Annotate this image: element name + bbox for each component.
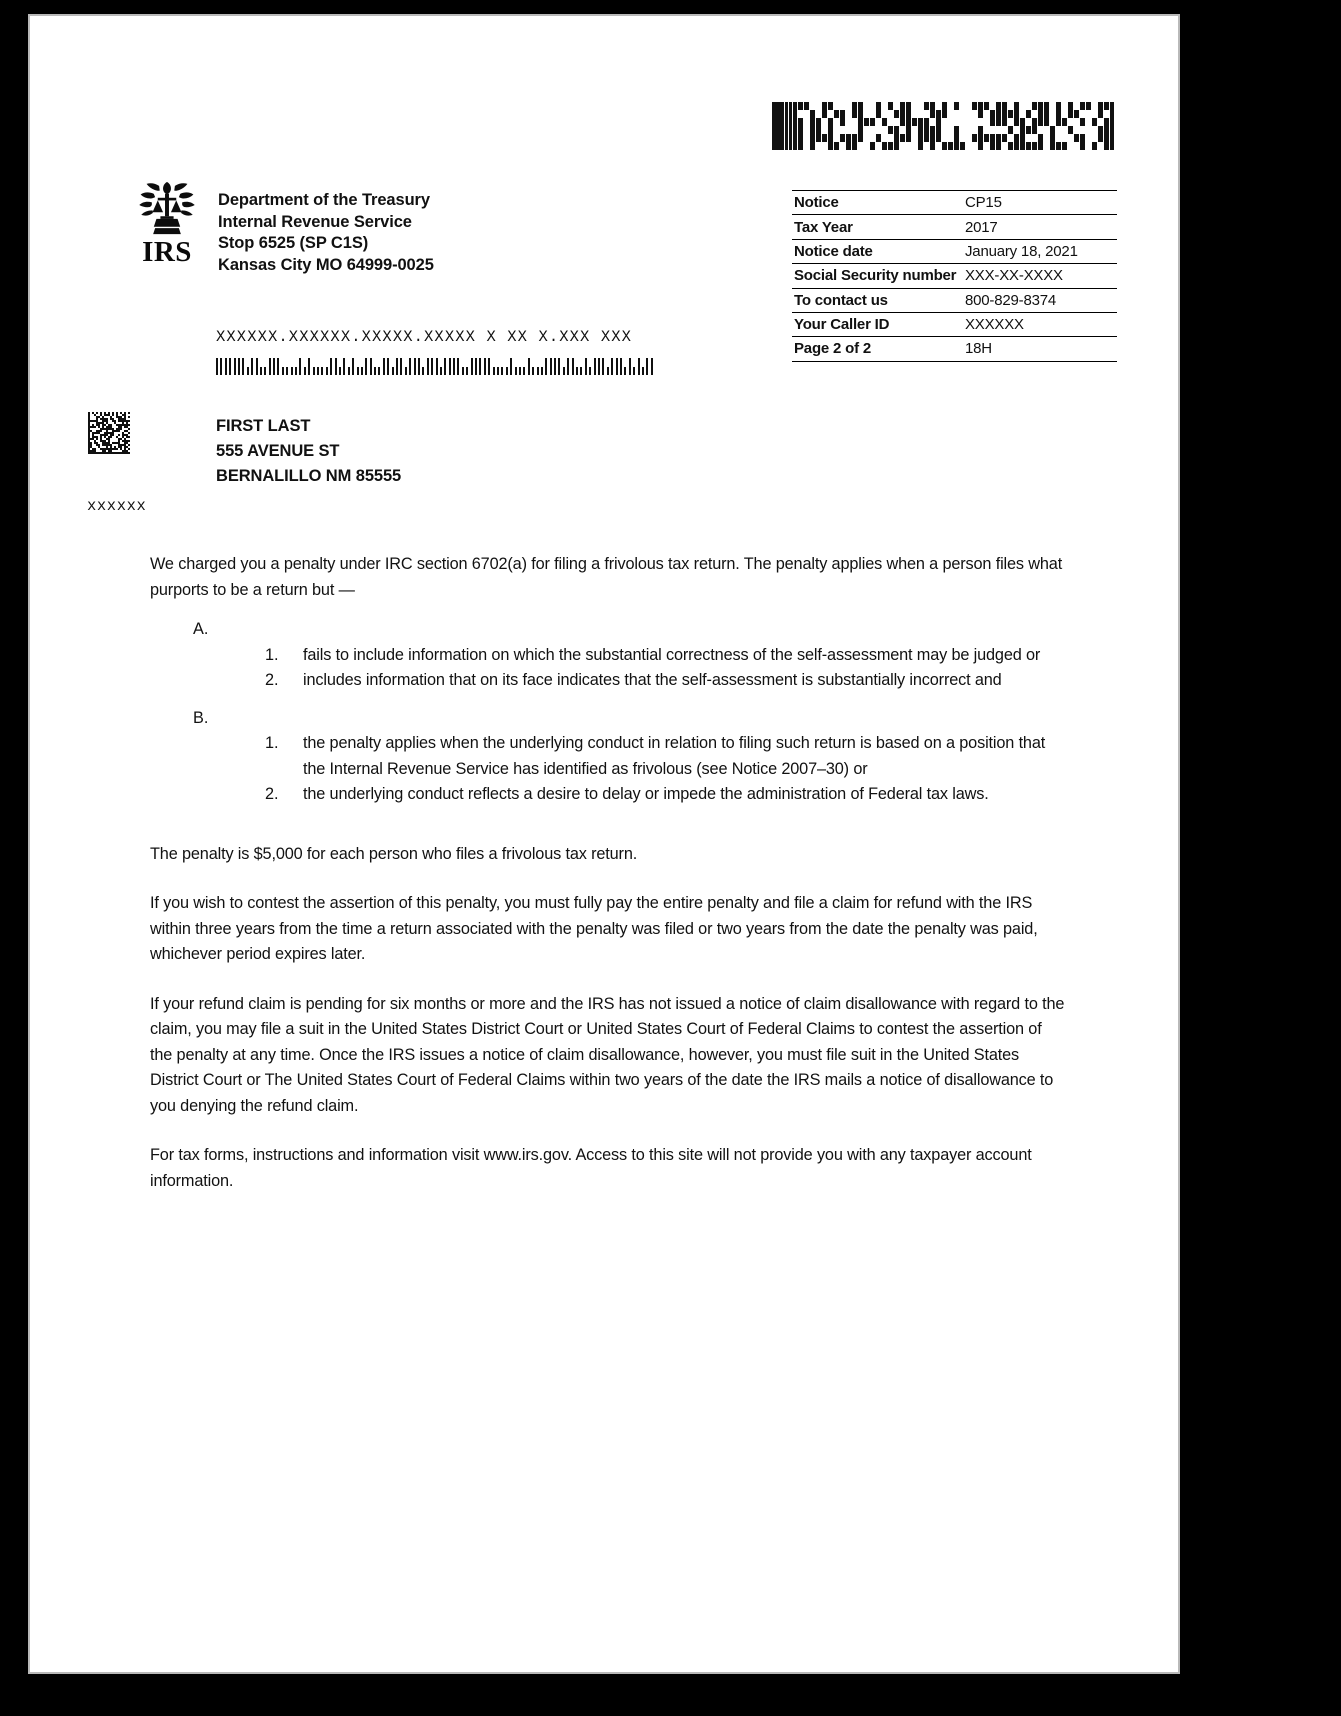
- postal-routing-block: [216, 328, 655, 375]
- notice-label: Notice: [794, 194, 839, 212]
- list-item-number: 1.: [265, 734, 279, 752]
- document-page: [28, 14, 1180, 1674]
- notice-label: Notice date: [794, 242, 873, 260]
- contest-penalty-paragraph: If you wish to contest the assertion of this penalty, you must fully pay the entire penalty and file a claim for refund with the IRS within three years from the time a return associated with the penalty was filed or two years from the date the penalty was paid, whichever period expires later.: [150, 894, 1038, 963]
- recipient-name: FIRST LAST: [216, 417, 311, 435]
- datamatrix-code: [88, 412, 130, 454]
- left-margin-marker: xxxxxx: [87, 497, 147, 515]
- list-group-a: [150, 617, 1065, 694]
- notice-row: [792, 337, 1117, 361]
- tax-forms-info-paragraph: For tax forms, instructions and information visit www.irs.gov. Access to this site will not provide you with any taxpayer account information.: [150, 1146, 1032, 1190]
- recipient-city-state-zip: BERNALILLO NM 85555: [216, 467, 402, 485]
- list-item: [265, 643, 1065, 669]
- routing-code-line: XXXXXX.XXXXXX.XXXXX.XXXXX X XX X.XXX XXX: [216, 328, 633, 346]
- notice-row: [792, 191, 1117, 215]
- agency-line-4: Kansas City MO 64999-0025: [218, 255, 434, 274]
- irs-seal-icon: [134, 178, 200, 240]
- list-item-text: includes information that on its face indicates that the self-assessment is substantially incorrect and: [303, 671, 1002, 689]
- irs-letterhead: [130, 178, 434, 276]
- recipient-street: 555 AVENUE ST: [216, 442, 340, 460]
- notice-label: Page 2 of 2: [794, 340, 871, 358]
- notice-info-table: [792, 190, 1117, 362]
- list-group-a-label: A.: [193, 620, 209, 638]
- list-item: [265, 668, 1065, 694]
- body-intro-paragraph: We charged you a penalty under IRC section 6702(a) for filing a frivolous tax return. The penalty applies when a person files what purports to be a return but —: [150, 555, 1063, 599]
- notice-value: 18H: [965, 340, 992, 358]
- agency-line-2: Internal Revenue Service: [218, 212, 412, 231]
- notice-value: January 18, 2021: [965, 242, 1078, 260]
- notice-routing-barcode: [772, 102, 1117, 150]
- penalty-amount-paragraph: The penalty is $5,000 for each person who files a frivolous tax return.: [150, 844, 638, 863]
- notice-row: [792, 215, 1117, 239]
- list-item-text: fails to include information on which the substantial correctness of the self-assessment may be judged or: [303, 645, 1041, 664]
- notice-row: [792, 264, 1117, 288]
- notice-row: [792, 239, 1117, 263]
- notice-row: [792, 312, 1117, 336]
- agency-line-1: Department of the Treasury: [218, 191, 430, 209]
- notice-value: XXX-XX-XXXX: [965, 267, 1063, 285]
- refund-claim-paragraph: If your refund claim is pending for six months or more and the IRS has not issued a notice of claim disallowance with regard to the claim, you may file a suit in the United States District Court or United States Court of Federal Claims to contest the assertion of the penalty at any time. Once the IRS issues a notice of claim disallowance, however, you must file suit in the United States District Court or The United States Court of Federal Claims within two years of the date the IRS mails a notice of disallowance to you denying the refund claim.: [150, 994, 1065, 1115]
- list-item: [265, 731, 1065, 782]
- irs-wordmark: IRS: [142, 236, 192, 268]
- datamatrix-icon: [88, 412, 130, 454]
- list-item: [265, 782, 1065, 808]
- recipient-address: [216, 414, 401, 489]
- list-group-b-label: B.: [193, 708, 209, 727]
- list-item-number: 2.: [265, 785, 279, 803]
- postnet-barcode: [216, 355, 655, 375]
- penalty-conditions-list: [150, 617, 1065, 808]
- notice-value: CP15: [965, 194, 1002, 212]
- list-item-number: 2.: [265, 671, 279, 689]
- notice-label: Your Caller ID: [794, 316, 890, 334]
- notice-label: To contact us: [794, 291, 888, 309]
- notice-label: Social Security number: [794, 267, 957, 285]
- notice-label: Tax Year: [794, 218, 853, 236]
- agency-line-3: Stop 6525 (SP C1S): [218, 234, 369, 252]
- letter-body: [150, 552, 1065, 1218]
- irs-logo: [130, 178, 204, 267]
- agency-address: [218, 190, 434, 276]
- list-item-number: 1.: [265, 645, 279, 664]
- list-item-text: the penalty applies when the underlying conduct in relation to filing such return is based on a position that the Internal Revenue Service has identified as frivolous (see Notice 2007–30) or: [303, 734, 1046, 778]
- notice-value: 2017: [965, 218, 998, 236]
- notice-row: [792, 288, 1117, 312]
- notice-value: XXXXXX: [965, 316, 1024, 334]
- notice-value: 800-829-8374: [965, 291, 1057, 309]
- list-item-text: the underlying conduct reflects a desire to delay or impede the administration of Federal tax laws.: [303, 785, 989, 803]
- list-group-b: [150, 706, 1065, 808]
